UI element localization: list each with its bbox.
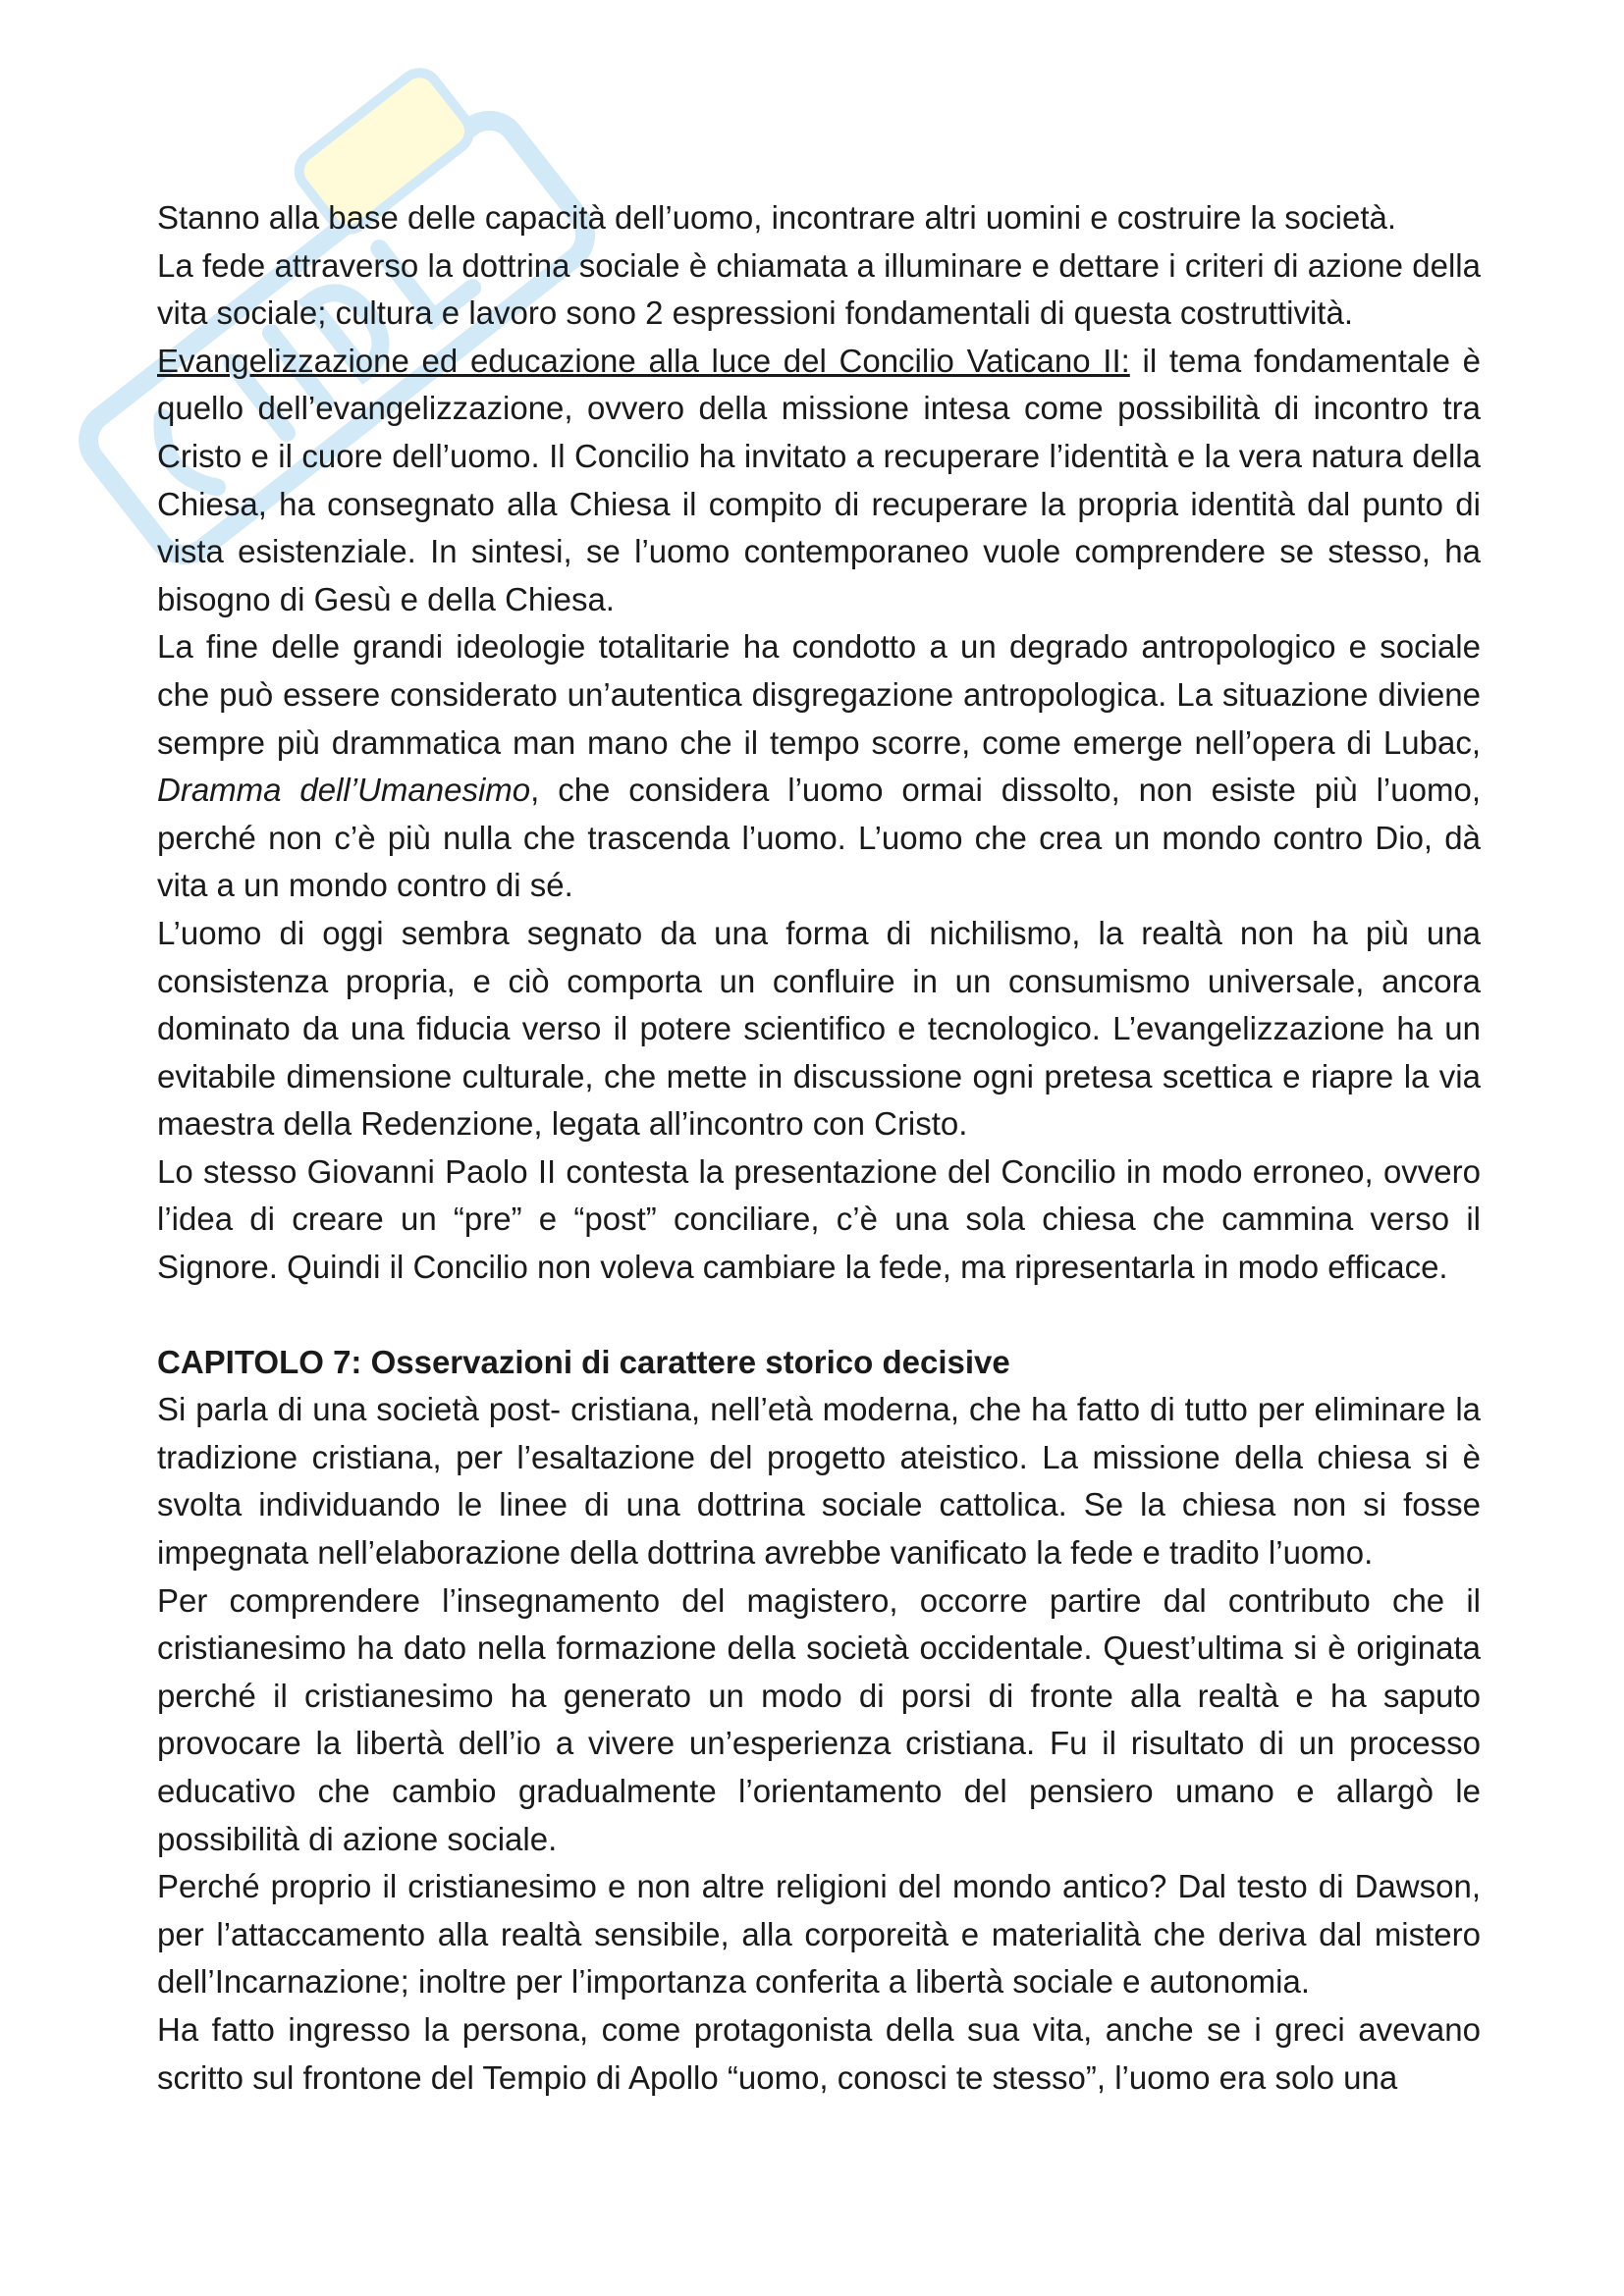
paragraph-5: L’uomo di oggi sembra segnato da una forma di nichilismo, la realtà non ha più una consistenza propria, e ciò comporta un confluire in un consumismo universale, ancora dominato da una fiducia verso il potere scientifico e tecnologico. L’evangelizzazione ha un evitabile dimensione culturale, che mette in discussione ogni pretesa scettica e riapre la via maestra della Redenzione, legata all’incontro con Cristo.	[157, 914, 1481, 1143]
paragraph-3-text: il tema fondamentale è quello dell’evangelizzazione, ovvero della missione intesa come possibilità di incontro tra Cristo e il cuore dell’uomo. Il Concilio ha invitato a recuperare l’identità e la vera natura della Chiesa, ha consegnato alla Chiesa il compito di recuperare la propria identità dal punto di vista esistenziale. In sintesi, se l’uomo contemporaneo vuole comprendere se stesso, ha bisogno di Gesù e della Chiesa.	[157, 342, 1481, 617]
book-title: Dramma dell’Umanesimo	[157, 772, 531, 809]
paragraph-4	[157, 623, 1481, 910]
paragraph-2: La fede attraverso la dottrina sociale è chiamata a illuminare e dettare i criteri di azione della vita sociale; cultura e lavoro sono 2 espressioni fondamentali di questa costruttività.	[157, 246, 1481, 332]
paragraph-4-start: La fine delle grandi ideologie totalitarie ha condotto a un degrado antropologico e sociale che può essere considerato un’autentica disgregazione antropologica. La situazione diviene sempre più drammatica man mano che il tempo scorre, come emerge nell’opera di Lubac,	[157, 628, 1481, 761]
paragraph-7: Si parla di una società post- cristiana, nell’età moderna, che ha fatto di tutto per eliminare la tradizione cristiana, per l’esaltazione del progetto ateistico. La missione della chiesa si è svolta individuando le linee di una dottrina sociale cattolica. Se la chiesa non si fosse impegnata nell’elaborazione della dottrina avrebbe vanificato la fede e tradito l’uomo.	[157, 1391, 1481, 1572]
paragraph-3	[157, 338, 1481, 624]
paragraph-9: Perché proprio il cristianesimo e non altre religioni del mondo antico? Dal testo di Dawson, per l’attaccamento alla realtà sensibile, alla corporeità e materialità che deriva dal mistero dell’Incarnazione; inoltre per l’importanza conferita a libertà sociale e autonomia.	[157, 1868, 1481, 2001]
paragraph-1: Stanno alla base delle capacità dell’uomo, incontrare altri uomini e costruire la società.	[157, 199, 1397, 236]
paragraph-4-end: , che considera l’uomo ormai dissolto, non esiste più l’uomo, perché non c’è più nulla che trascenda l’uomo. L’uomo che crea un mondo contro Dio, dà vita a un mondo contro di sé.	[157, 772, 1481, 904]
section-title-evangelizzazione: Evangelizzazione ed educazione alla luce del Concilio Vaticano II:	[157, 342, 1130, 379]
paragraph-10: Ha fatto ingresso la persona, come protagonista della sua vita, anche se i greci avevano scritto sul frontone del Tempio di Apollo “uomo, conosci te stesso”, l’uomo era solo una	[157, 2010, 1481, 2096]
paragraph-6: Lo stesso Giovanni Paolo II contesta la presentazione del Concilio in modo erroneo, ovvero l’idea di creare un “pre” e “post” conciliare, c’è una sola chiesa che cammina verso il Signore. Quindi il Concilio non voleva cambiare la fede, ma ripresentarla in modo efficace.	[157, 1152, 1481, 1286]
paragraph-8: Per comprendere l’insegnamento del magistero, occorre partire dal contributo che il cristianesimo ha dato nella formazione della società occidentale. Quest’ultima si è originata perché il cristianesimo ha generato un modo di porsi di fronte alla realtà e ha saputo provocare la libertà dell’io a vivere un’esperienza cristiana. Fu il risultato di un processo educativo che cambio gradualmente l’orientamento del pensiero umano e allargò le possibilità di azione sociale.	[157, 1581, 1481, 1857]
document-page	[157, 194, 1481, 2102]
chapter-heading: CAPITOLO 7: Osservazioni di carattere storico decisive	[157, 1343, 1010, 1380]
